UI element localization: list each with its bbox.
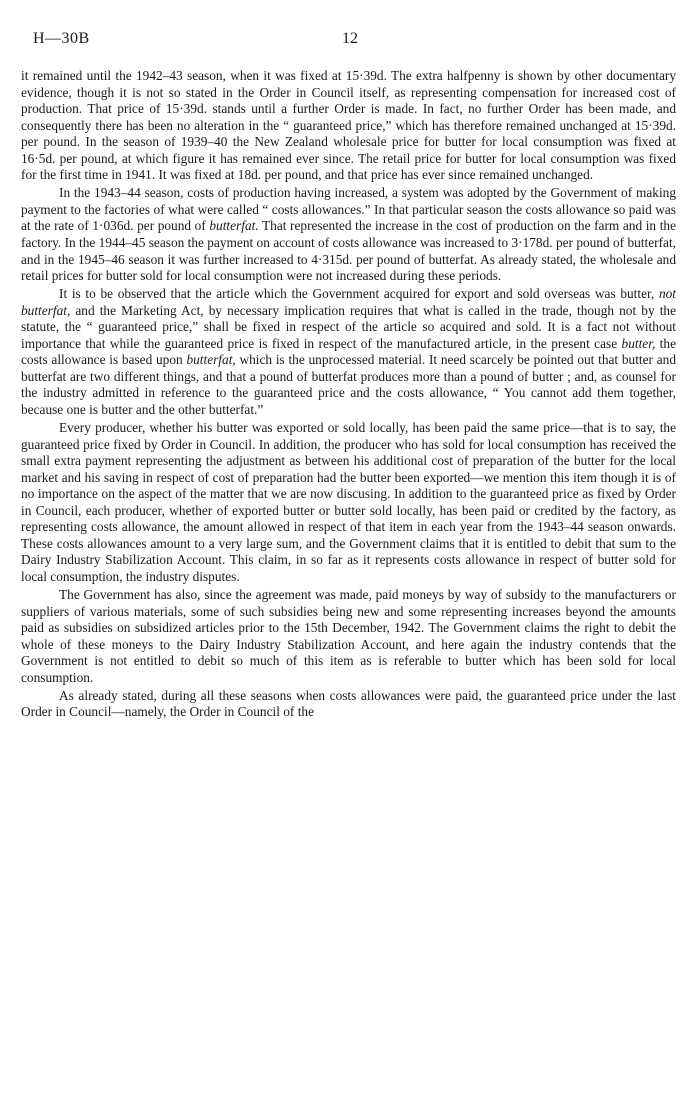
- paragraph-p4: [21, 420, 676, 585]
- paragraph-text: and the Marketing Act, by necessary implication requires that what is called in the trade, though not by the statute, the “ guaranteed price,” shall be fixed in respect of the article so acquired and sold. It is a fact not without importance that while the guaranteed price is fixed in respect of the manufactured article, in the present case: [21, 302, 676, 351]
- italic-text: butterfat.: [209, 218, 259, 234]
- italic-text: butterfat,: [186, 352, 236, 368]
- paragraph-text: which is the unprocessed material. It need scarcely be pointed out that butter and butterfat are two different things, and that a pound of butterfat produces more than a pound of butter ; and, as counsel for the industry admitted in reference to the guaranteed price and the costs allowance, “ You cannot add them together, because one is butter and the other butterfat.”: [21, 352, 677, 417]
- page-number: 12: [342, 30, 358, 47]
- body-text: [21, 68, 676, 722]
- page-header: [33, 30, 667, 52]
- document-reference: H—30B: [33, 30, 90, 47]
- paragraph-text: The Government has also, since the agreement was made, paid moneys by way of subsidy to the manufacturers or suppliers of various materials, some of such subsidies being new and some representing increases beyond the amounts paid as subsidies on subsidized articles prior to the 15th December, 1942. The Government claims the right to debit the whole of these moneys to the Dairy Industry Stabilization Account, and here again the industry contends that the Government is not entitled to debit so much of this item as is referable to butter which has been sold for local consumption.: [21, 586, 676, 685]
- paragraph-text: As already stated, during all these seasons when costs allowances were paid, the guaranteed price under the last Order in Council—namely, the Order in Council of the: [21, 687, 676, 720]
- paragraph-text: the costs allowance is based upon: [21, 335, 676, 368]
- paragraph-p5: [21, 587, 676, 686]
- paragraph-text: In the 1943–44 season, costs of production having increased, a system was adopted by the Government of making payment to the factories of what were called “ costs allowances.” In that particular season the costs allowance so paid was at the rate of 1·036d. per pound of: [21, 185, 676, 234]
- italic-text: butter,: [621, 335, 656, 351]
- paragraph-p1: [21, 68, 676, 184]
- paragraph-text: That represented the increase in the cost of production on the farm and in the factory. In the 1944–45 season the payment on account of costs allowance was increased to 3·178d. per pound of butterfat, and in the 1945–46 season it was further increased to 4·315d. per pound of butterfat. As already stated, the wholesale and retail prices for butter sold for local consumption were not increased during these periods.: [21, 218, 676, 284]
- paragraph-p6: [21, 688, 676, 721]
- italic-text: not butterfat,: [21, 286, 676, 318]
- paragraph-p3: [21, 286, 676, 418]
- paragraph-p2: [21, 185, 676, 284]
- paragraph-text: it remained until the 1942–43 season, when it was fixed at 15·39d. The extra halfpenny is shown by other documentary evidence, though it is not so stated in the Order in Council itself, as representing compensation for increased cost of production. That price of 15·39d. stands until a further Order is made. In fact, no further Order has been made, and consequently there has been no alteration in the “ guaranteed price,” which has therefore remained unchanged at 15·39d. per pound. In the season of 1939–40 the New Zealand wholesale price for butter for local consumption was fixed at 16·5d. per pound, at which figure it has remained ever since. The retail price for butter for local consumption was fixed for the first time in 1941. It was fixed at 18d. per pound, and that price has ever since remained unchanged.: [21, 68, 676, 183]
- paragraph-text: Every producer, whether his butter was exported or sold locally, has been paid the same price—that is to say, the guaranteed price fixed by Order in Council. In addition, the producer who has sold for local consumption has received the small extra payment representing the adjustment as between his additional cost of preparation of the butter for the local market and his saving in respect of cost of preparation had the butter been exported—we mention this item though it is of no importance on the aspect of the matter that we are now discusing. In addition to the guaranteed price as fixed by Order in Council, each producer, whether of exported butter or butter sold locally, has been paid or credited by the factory, as representing costs allowance, the amount allowed in respect of that item in each year from the 1943–44 season onwards. These costs allowances amount to a very large sum, and the Government claims that it is entitled to debit that sum to the Dairy Industry Stabilization Account. This claim, in so far as it represents costs allowance in respect of butter sold for local consumption, the industry disputes.: [21, 419, 676, 584]
- paragraph-text: It is to be observed that the article which the Government acquired for export and sold overseas was butter,: [59, 286, 659, 302]
